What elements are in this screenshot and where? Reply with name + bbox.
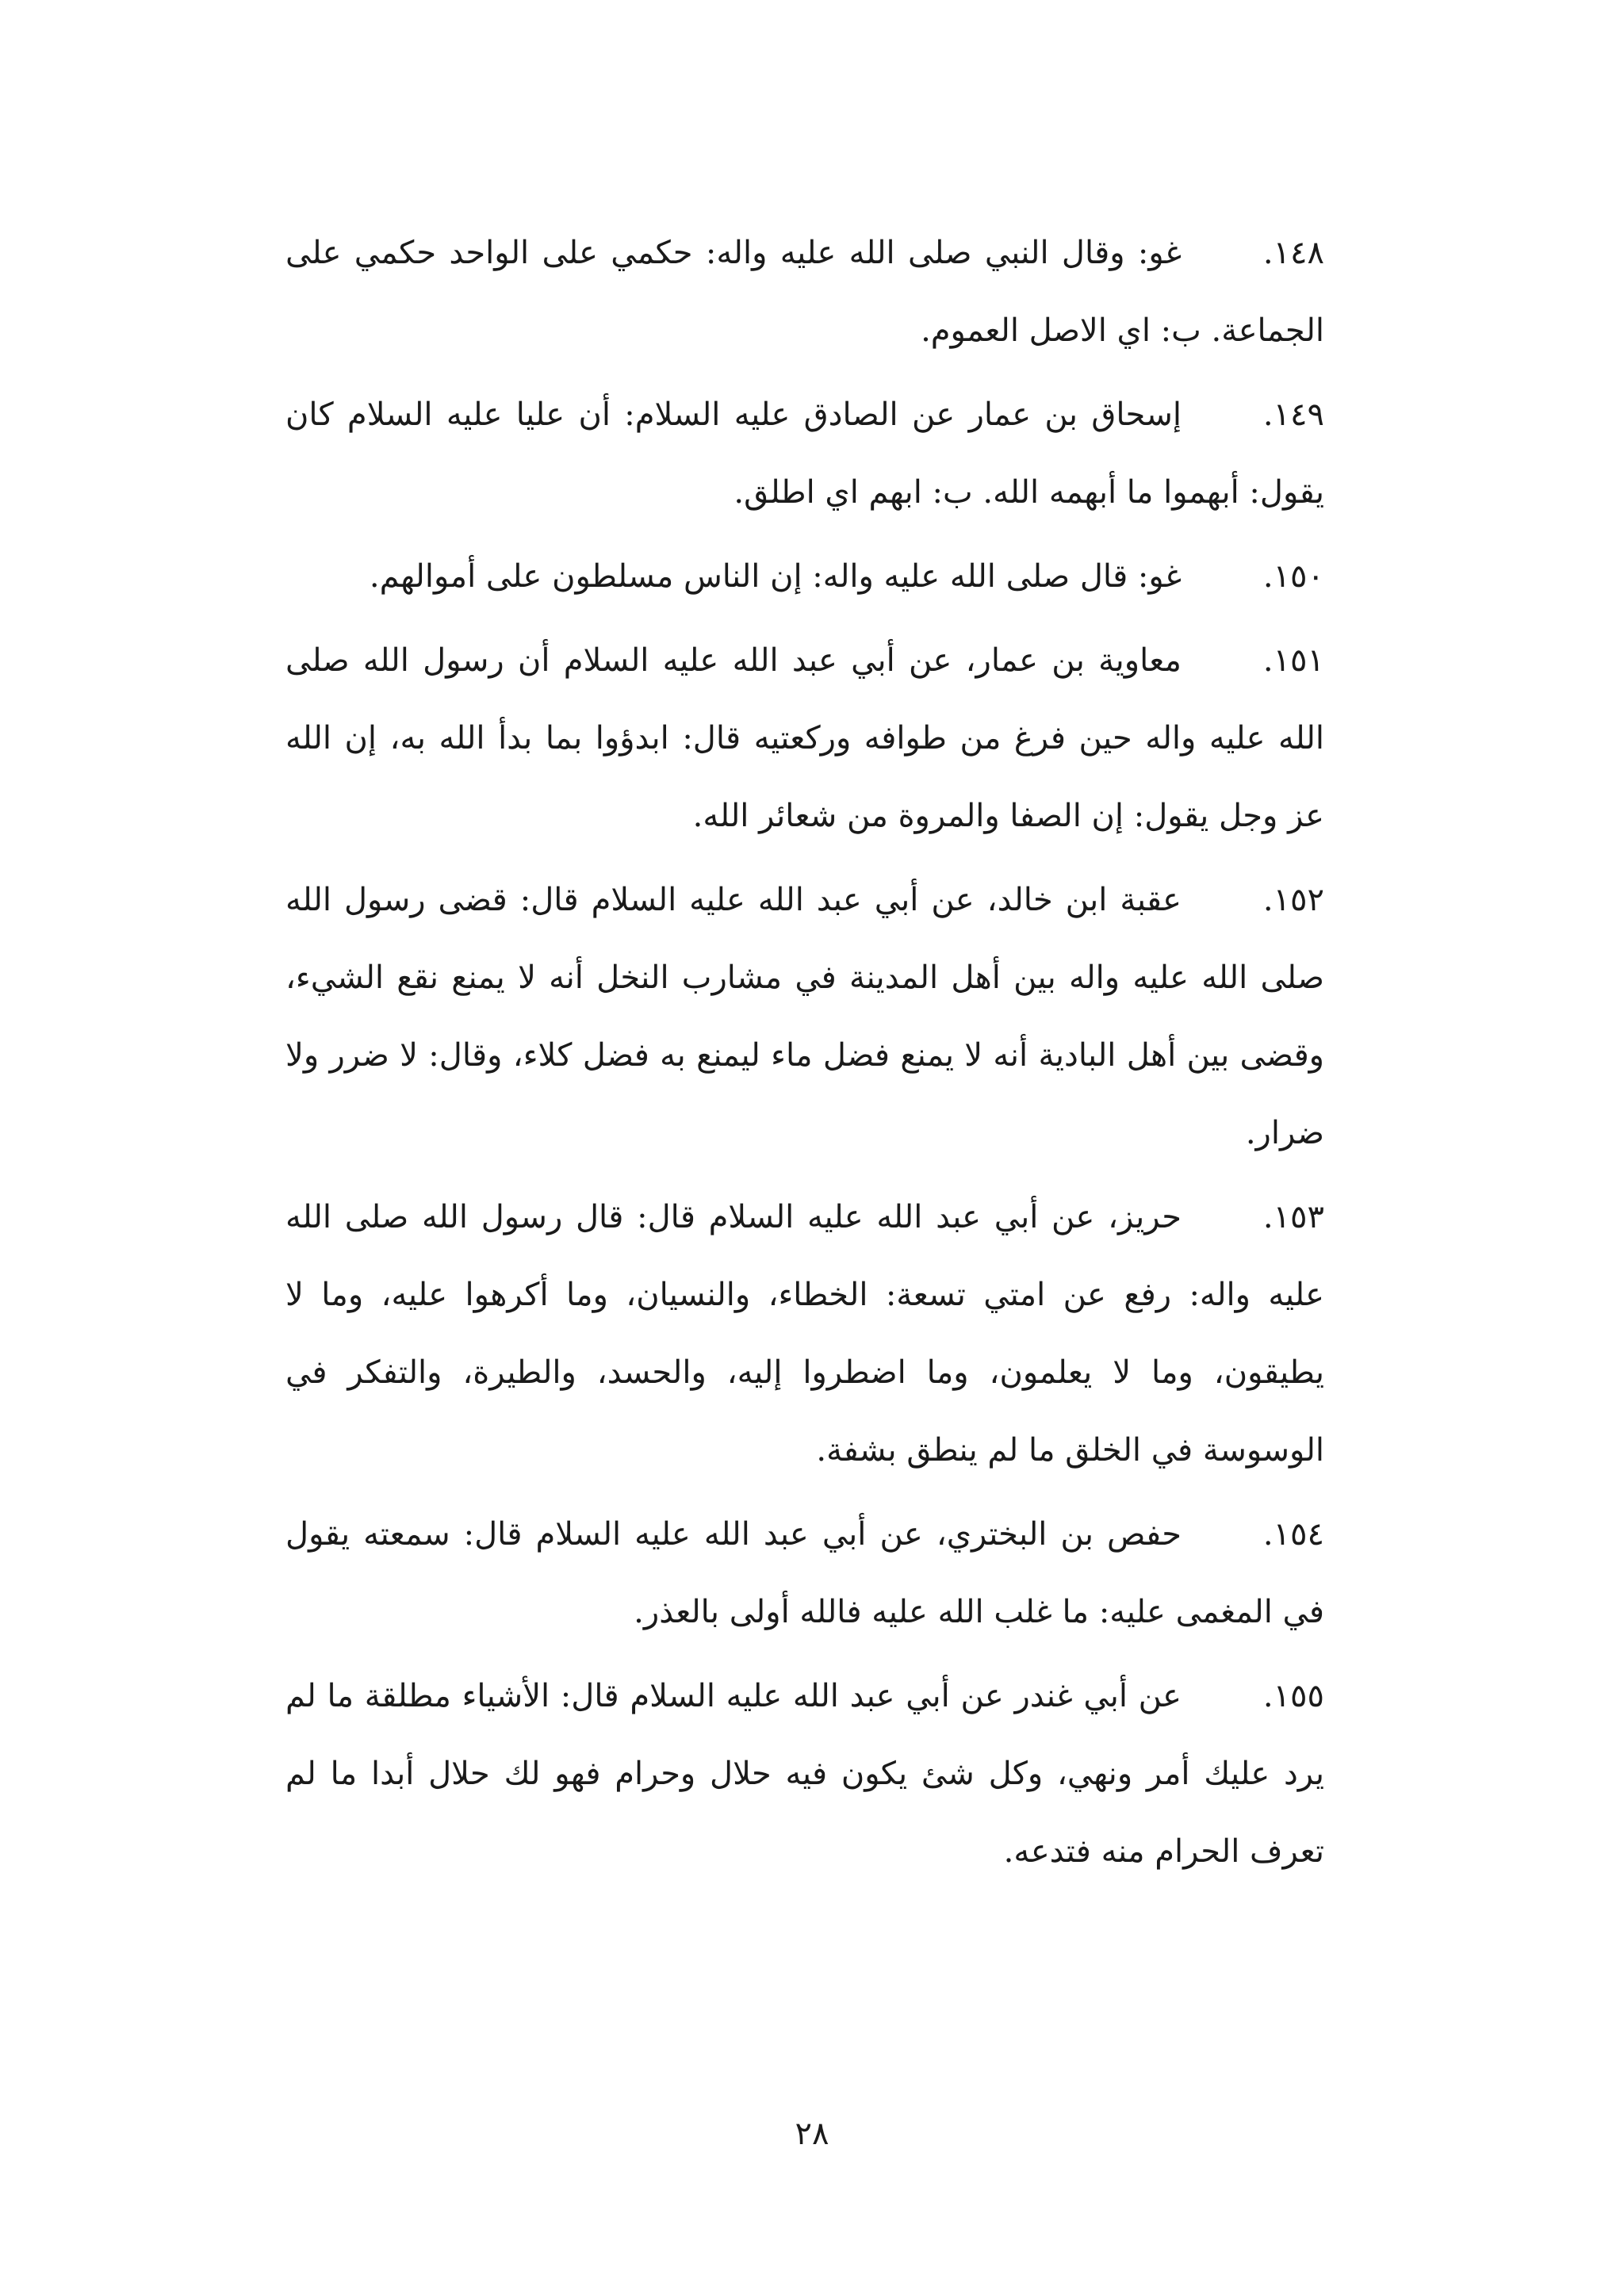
page-number: ٢٨: [795, 2116, 829, 2152]
hadith-entry-150: [285, 538, 1324, 615]
entry-number: ١٤٩.: [1262, 396, 1324, 433]
entry-number: ١٥١.: [1262, 642, 1324, 679]
entry-number: ١٥٥.: [1262, 1678, 1324, 1714]
hadith-entry-148: [285, 214, 1324, 370]
entry-text: عن أبي غندر عن أبي عبد الله عليه السلام قال: الأشياء مطلقة ما لم يرد عليك أمر ونهي، وكل شئ يكون فيه حلال وحرام فهو لك حلال أبدا ما لم تعرف الحرام منه فتدعه.: [285, 1678, 1324, 1870]
entry-text: إسحاق بن عمار عن الصادق عليه السلام: أن عليا عليه السلام كان يقول: أبهموا ما أبهمه الله. ب: ابهم اي اطلق.: [285, 396, 1324, 511]
entry-text: حريز، عن أبي عبد الله عليه السلام قال: قال رسول الله صلى الله عليه واله: رفع عن امتي تسعة: الخطاء، والنسيان، وما أكرهوا عليه، وما لا يطيقون، وما لا يعلمون، وما اضطروا إليه، والحسد، والطيرة، والتفكر في الوسوسة في الخلق ما لم ينطق بشفة.: [285, 1199, 1324, 1469]
entry-number: ١٤٨.: [1262, 235, 1324, 271]
hadith-entry-149: [285, 376, 1324, 531]
entry-text: غو: وقال النبي صلى الله عليه واله: حكمي على الواحد حكمي على الجماعة. ب: اي الاصل العموم.: [285, 235, 1324, 349]
hadith-list: [285, 214, 1324, 1897]
hadith-entry-151: [285, 622, 1324, 855]
hadith-entry-152: [285, 861, 1324, 1172]
entry-number: ١٥٤.: [1262, 1516, 1324, 1553]
entry-number: ١٥٠.: [1262, 558, 1324, 595]
entry-text: معاوية بن عمار، عن أبي عبد الله عليه السلام أن رسول الله صلى الله عليه واله حين فرغ من طوافه وركعتيه قال: ابدؤوا بما بدأ الله به، إن الله عز وجل يقول: إن الصفا والمروة من شعائر الله.: [285, 642, 1324, 834]
hadith-entry-153: [285, 1178, 1324, 1489]
entry-text: حفص بن البختري، عن أبي عبد الله عليه السلام قال: سمعته يقول في المغمى عليه: ما غلب الله عليه فالله أولى بالعذر.: [285, 1516, 1324, 1630]
hadith-entry-155: [285, 1657, 1324, 1890]
entry-text: غو: قال صلى الله عليه واله: إن الناس مسلطون على أموالهم.: [369, 558, 1182, 595]
entry-number: ١٥٢.: [1262, 882, 1324, 918]
entry-number: ١٥٣.: [1262, 1199, 1324, 1235]
hadith-entry-154: [285, 1496, 1324, 1651]
entry-text: عقبة ابن خالد، عن أبي عبد الله عليه السلام قال: قضى رسول الله صلى الله عليه واله بين أهل المدينة في مشارب النخل أنه لا يمنع نقع الشيء، وقضى بين أهل البادية أنه لا يمنع فضل ماء ليمنع به فضل كلاء، وقال: لا ضرر ولا ضرار.: [285, 882, 1324, 1151]
